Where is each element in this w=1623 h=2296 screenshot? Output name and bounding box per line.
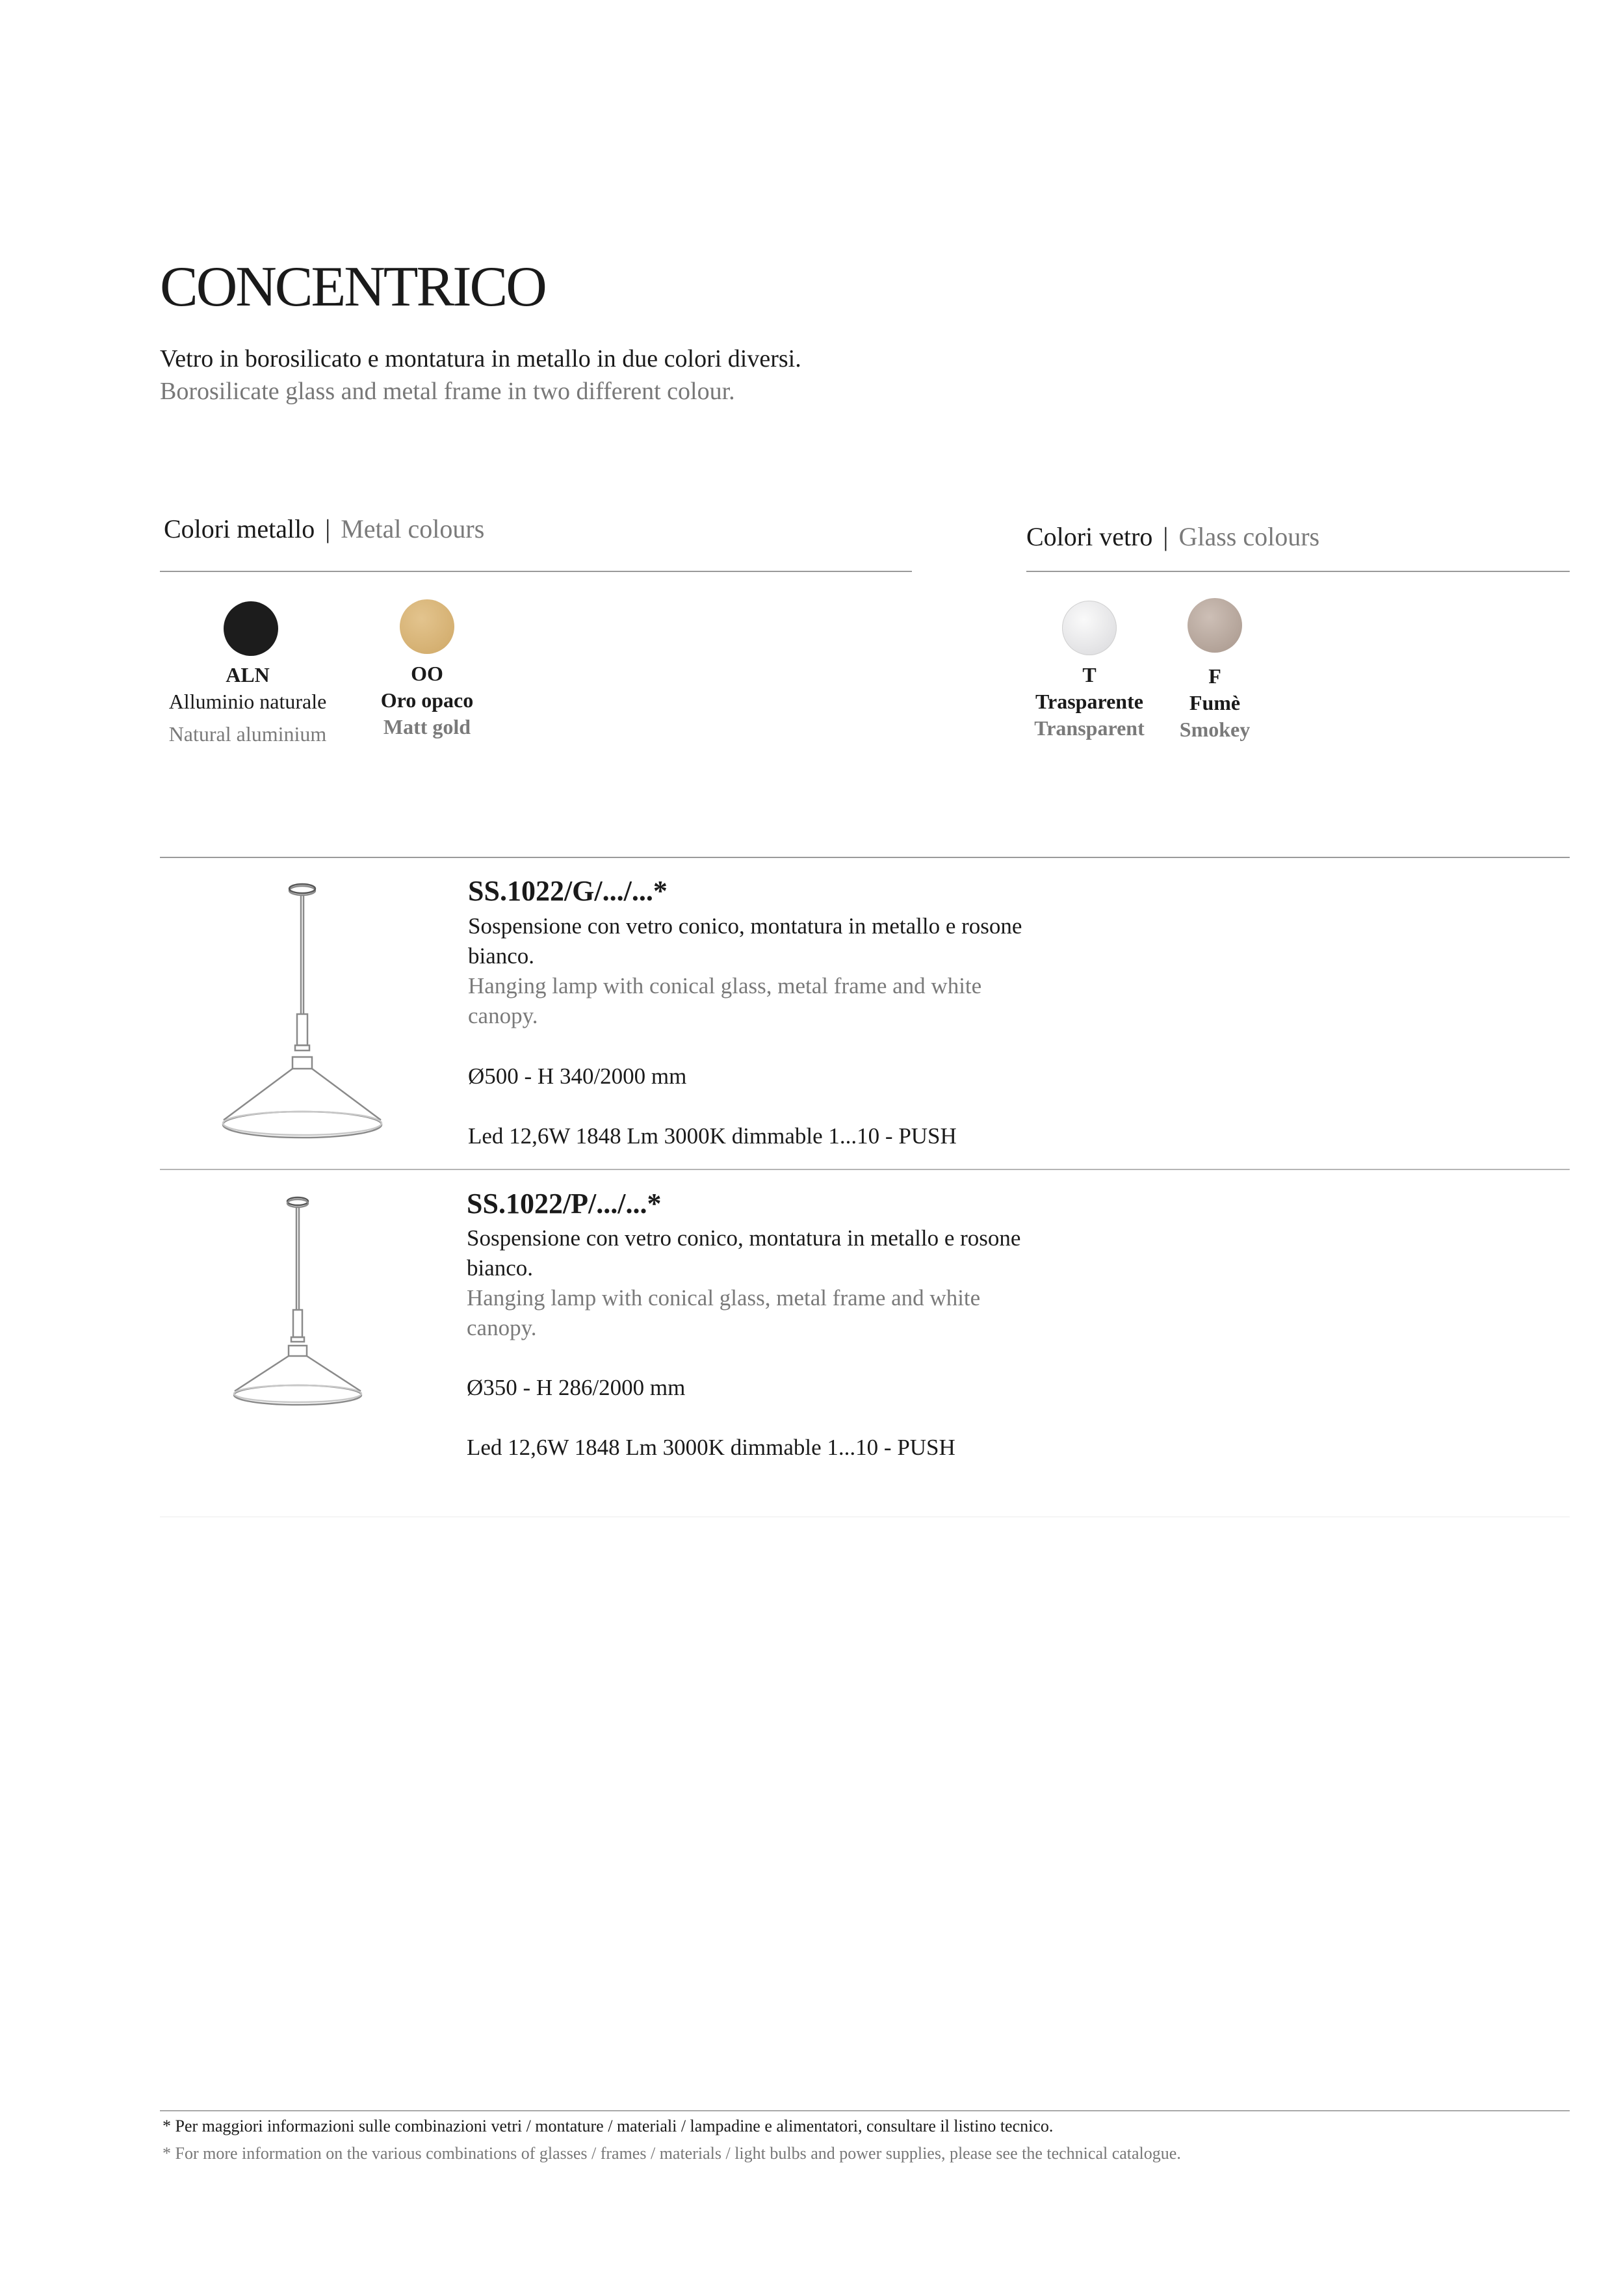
products-top-divider: [160, 857, 1570, 858]
colour-name-en: Matt gold: [383, 715, 471, 738]
product-dimensions: Ø350 - H 286/2000 mm: [467, 1375, 686, 1400]
subtitle-italian: Vetro in borosilicato e montatura in metallo in due colori diversi.: [160, 345, 801, 372]
subtitle-english: Borosilicate glass and metal frame in two different colour.: [160, 378, 735, 405]
product-code: SS.1022/G/.../...*: [468, 875, 668, 907]
colour-code: ALN: [226, 663, 270, 686]
product-image-large-pendant: [214, 874, 390, 1147]
footnote-en: * For more information on the various combinations of glasses / frames / materials / light bulbs and power supplies, please see the technical catalogue.: [162, 2144, 1181, 2163]
colour-name-en: Transparent: [1034, 716, 1145, 740]
product-description-it: Sospensione con vetro conico, montatura in metallo e rosone bianco.: [468, 913, 1022, 969]
glass-colours-heading: [1026, 521, 1319, 552]
product-light-specs: Led 12,6W 1848 Lm 3000K dimmable 1...10 - PUSH: [467, 1435, 955, 1460]
colour-code: F: [1208, 664, 1221, 688]
product-light-specs: Led 12,6W 1848 Lm 3000K dimmable 1...10 - PUSH: [468, 1123, 957, 1149]
product-description-en: Hanging lamp with conical glass, metal frame and white canopy.: [468, 973, 982, 1028]
product-dimensions: Ø500 - H 340/2000 mm: [468, 1063, 687, 1089]
colour-name-en: Natural aluminium: [168, 722, 327, 746]
product-description: [468, 911, 1040, 1031]
colour-name-it: Alluminio naturale: [168, 690, 327, 713]
swatch-f[interactable]: [1188, 598, 1242, 653]
glass-colours-heading-en: Glass colours: [1178, 522, 1320, 551]
product-description-it: Sospensione con vetro conico, montatura in metallo e rosone bianco.: [467, 1225, 1021, 1281]
swatch-label-oo: [323, 660, 531, 740]
product-image-small-pendant: [224, 1190, 380, 1417]
swatch-label-f: [1137, 663, 1293, 743]
footnote-divider: [160, 2110, 1570, 2111]
heading-separator: |: [1163, 522, 1169, 551]
colour-name-it: Oro opaco: [380, 688, 474, 712]
metal-colours-divider: [160, 571, 912, 572]
products-row-divider: [160, 1169, 1570, 1170]
page-title: CONCENTRICO: [160, 255, 545, 319]
footnote-it: * Per maggiori informazioni sulle combinazioni vetri / montature / materiali / lampadine e alimentatori, consultare il listino tecnico.: [162, 2117, 1054, 2135]
swatch-oo[interactable]: [400, 599, 454, 654]
product-description-en: Hanging lamp with conical glass, metal frame and white canopy.: [467, 1285, 981, 1340]
product-description: [467, 1223, 1039, 1343]
colour-code: T: [1082, 663, 1097, 686]
colour-name-en: Smokey: [1179, 718, 1251, 741]
colour-name-it: Fumè: [1189, 691, 1241, 714]
metal-colours-heading: [164, 514, 484, 544]
colour-name-it: Trasparente: [1035, 690, 1143, 713]
swatch-t[interactable]: [1062, 601, 1117, 655]
glass-colours-divider: [1026, 571, 1570, 572]
heading-separator: |: [325, 514, 331, 543]
metal-colours-heading-it: Colori metallo: [164, 514, 315, 543]
product-code: SS.1022/P/.../...*: [467, 1188, 662, 1220]
metal-colours-heading-en: Metal colours: [341, 514, 485, 543]
colour-code: OO: [411, 662, 443, 685]
glass-colours-heading-it: Colori vetro: [1026, 522, 1153, 551]
swatch-aln[interactable]: [224, 601, 278, 656]
